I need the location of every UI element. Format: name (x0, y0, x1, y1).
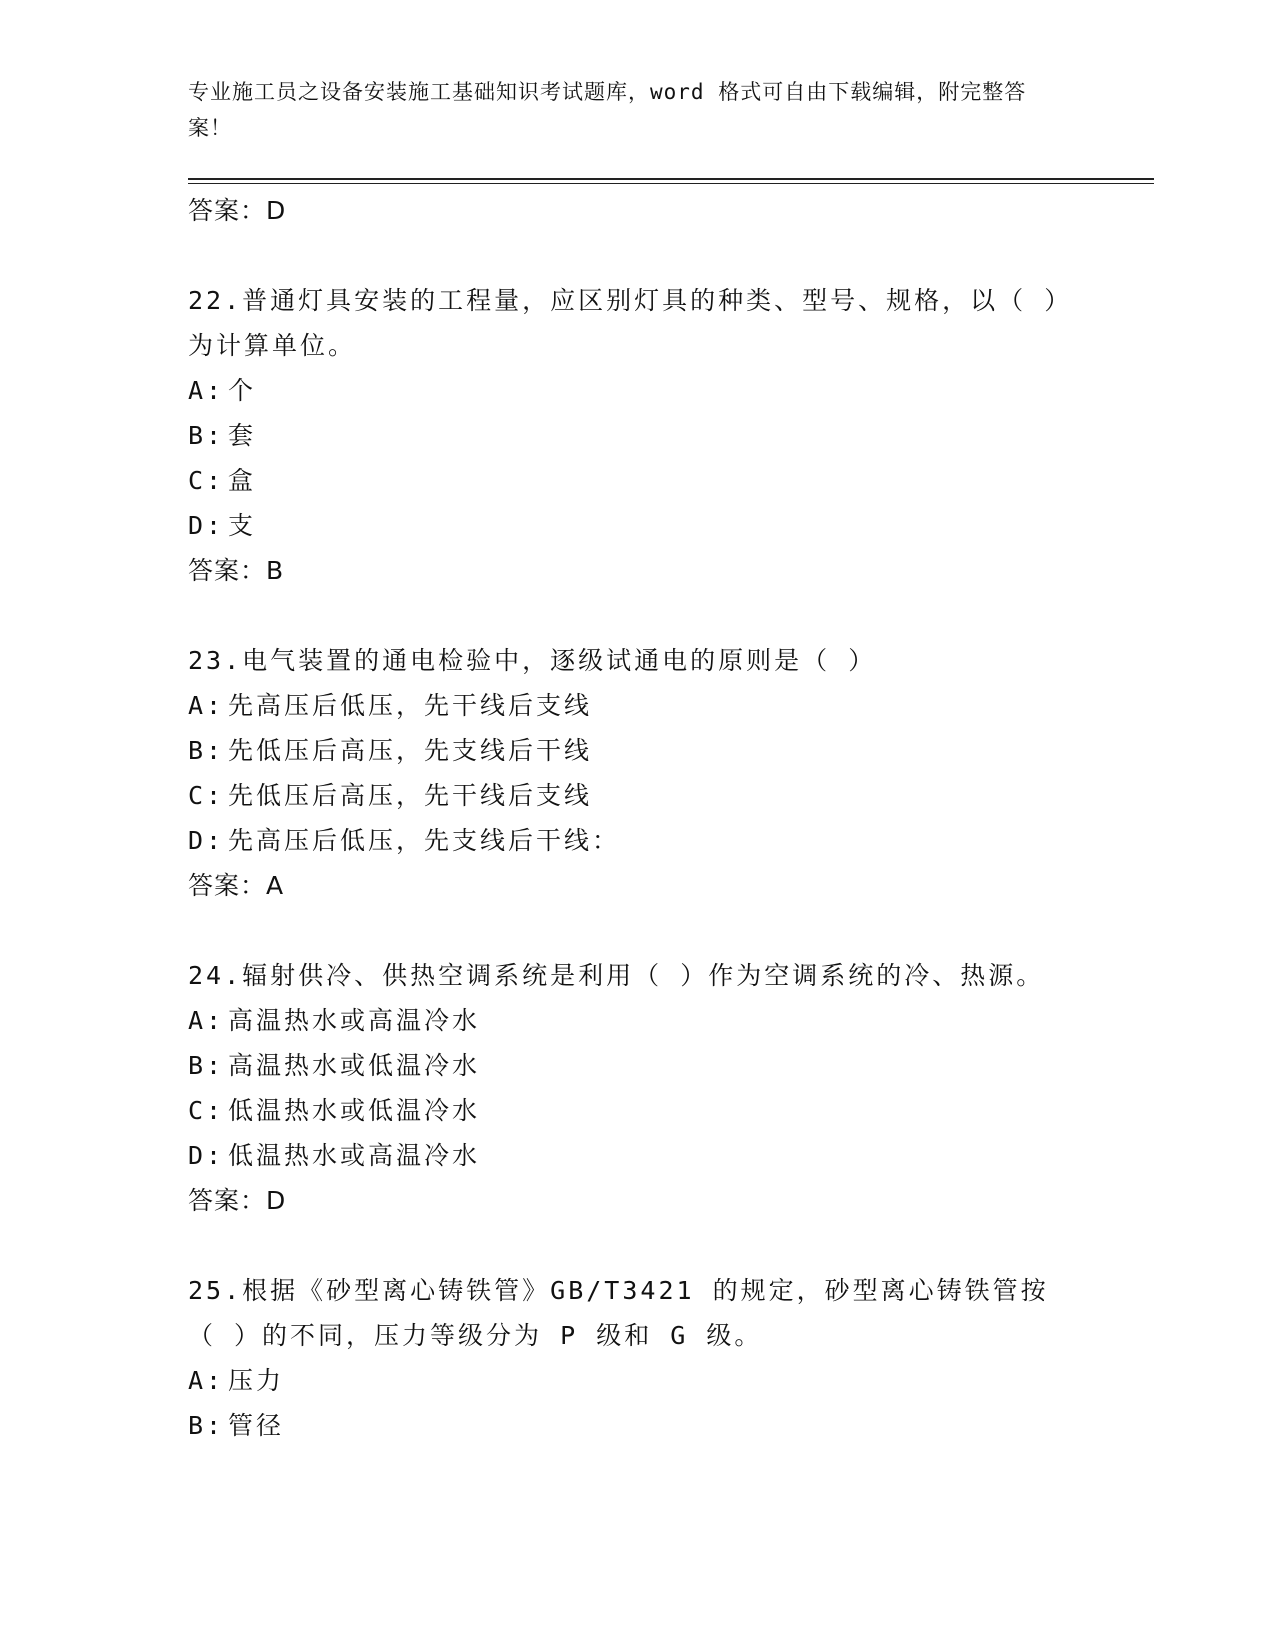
option-text: 高温热水或高温冷水 (228, 1006, 481, 1035)
option-key: A: (188, 376, 225, 405)
option-b (188, 1043, 1068, 1088)
answer-line: 答案：D (188, 196, 287, 225)
spacer (188, 1224, 1068, 1268)
option-text: 管径 (228, 1411, 285, 1440)
option-key: C: (188, 1096, 225, 1125)
question-text: 22.普通灯具安装的工程量，应区别灯具的种类、型号、规格，以（ ）为计算单位。 (188, 286, 1060, 360)
option-b (188, 1403, 1068, 1448)
header-title: 专业施工员之设备安装施工基础知识考试题库，word 格式可自由下载编辑，附完整答案！ (188, 80, 1027, 140)
option-text: 先低压后高压，先支线后干线 (228, 736, 593, 765)
option-d (188, 1133, 1068, 1178)
question-text: 25.根据《砂型离心铸铁管》GB/T3421 的规定，砂型离心铸铁管按（ ）的不同，压力等级分为 P 级和 G 级。 (188, 1276, 1049, 1350)
option-d (188, 503, 1068, 548)
option-key: A: (188, 1006, 225, 1035)
question-list (188, 188, 1068, 1448)
option-d (188, 818, 1068, 863)
option-a (188, 368, 1068, 413)
option-a (188, 998, 1068, 1043)
option-key: B: (188, 1051, 225, 1080)
spacer (188, 909, 1068, 953)
option-b (188, 728, 1068, 773)
option-text: 支 (228, 511, 257, 540)
option-key: B: (188, 736, 225, 765)
question-block (188, 638, 1068, 909)
header-divider-thick (188, 178, 1154, 180)
option-a (188, 1358, 1068, 1403)
question-block (188, 1268, 1068, 1448)
option-c (188, 1088, 1068, 1133)
option-text: 套 (228, 421, 257, 450)
option-text: 先低压后高压，先干线后支线 (228, 781, 593, 810)
option-b (188, 413, 1068, 458)
option-text: 高温热水或低温冷水 (228, 1051, 481, 1080)
option-key: D: (188, 511, 225, 540)
option-text: 先高压后低压，先干线后支线 (228, 691, 593, 720)
option-text: 压力 (228, 1366, 285, 1395)
answer-line: 答案：B (188, 556, 285, 585)
option-text: 低温热水或低温冷水 (228, 1096, 481, 1125)
option-text: 先高压后低压，先支线后干线： (228, 826, 621, 855)
answer-line: 答案：A (188, 871, 285, 900)
question-block (188, 278, 1068, 594)
spacer (188, 234, 1068, 278)
spacer (188, 594, 1068, 638)
option-key: D: (188, 1141, 225, 1170)
answer-line: 答案：D (188, 1186, 287, 1215)
question-block (188, 953, 1068, 1224)
option-key: B: (188, 1411, 225, 1440)
question-text: 23.电气装置的通电检验中，逐级试通电的原则是（ ） (188, 646, 877, 675)
option-a (188, 683, 1068, 728)
option-c (188, 773, 1068, 818)
option-key: A: (188, 1366, 225, 1395)
option-key: A: (188, 691, 225, 720)
option-c (188, 458, 1068, 503)
option-key: C: (188, 466, 225, 495)
option-key: C: (188, 781, 225, 810)
header-divider-thin (188, 183, 1154, 184)
question-text: 24.辐射供冷、供热空调系统是利用（ ）作为空调系统的冷、热源。 (188, 961, 1045, 990)
option-text: 盒 (228, 466, 257, 495)
option-key: B: (188, 421, 225, 450)
option-text: 低温热水或高温冷水 (228, 1141, 481, 1170)
option-text: 个 (228, 376, 257, 405)
document-header (188, 74, 1068, 146)
option-key: D: (188, 826, 225, 855)
